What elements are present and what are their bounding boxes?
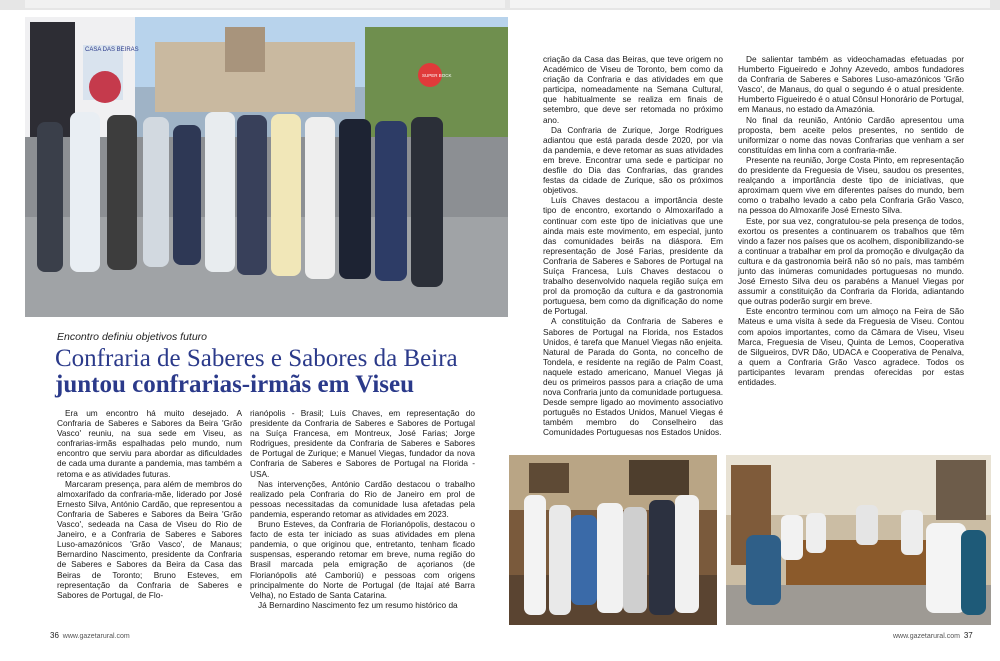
article-column-3 — [543, 54, 723, 438]
site-url-right: www.gazetarural.com — [893, 633, 960, 640]
site-url-left: www.gazetarural.com — [62, 633, 130, 640]
paragraph: Este, por sua vez, congratulou-se pela presença de todos, exortou os presentes a continuarem os trabalhos que têm vindo a fazer nos países que os acolhem, disponibilizando-se a continuar a trabalhar em prol da promoção e divulgação da cultura e da gastronomia beirã não só no país, mas também junto das inúmeras comunidades portuguesas no mundo. José Ernesto Silva deu os parabéns a Manuel Viegas por assumir a constituição da Confraria da Florida, adiantando que outras poderão surgir em breve. — [738, 215, 964, 307]
page-number-left: 36 — [50, 631, 59, 640]
paragraph: No final da reunião, António Cardão apresentou uma proposta, bem aceite pelos presentes, no sentido de uniformizar o nome das novas Confrarias que venham a ser constituídas em linha com a confraria-mãe. — [738, 114, 964, 155]
article-column-1 — [57, 408, 242, 600]
top-strip-left — [25, 0, 505, 8]
paragraph: Este encontro terminou com um almoço na Feira de São Mateus e uma visita à sede da Freguesia de Viseu. Contou com apoios importantes, como da Câmara de Viseu, Viseu Marca, Freguesia de Viseu, Quinta de Lemos, Cooperativa de Silgueiros, DVR Dão, UDACA e Cooperativa de Penalva, a quem a Confraria Grão Vasco agradece. Todos os participantes levaram prendas oferecidas por estas entidades. — [738, 306, 964, 387]
headline — [55, 346, 505, 398]
casa-das-beiras-sign: CASA DAS BEIRAS — [85, 47, 139, 53]
paragraph: Nas intervenções, António Cardão destacou o trabalho realizado pela Confraria do Rio de Janeiro em prol de pessoas necessitadas da comunidade lusa afetadas pela pandemia, esperando retomar as atividades em 2023. — [250, 478, 475, 519]
paragraph: Já Bernardino Nascimento fez um resumo histórico da — [258, 599, 458, 610]
paragraph: Marcaram presença, para além de membros do almoxarifado da confraria-mãe, liderado por José Ernesto Silva, António Cardão, que representou a Confraria de Saberes e Sabores da Beira 'Grão Vasco', sedeada na Casa de Viseu do Rio de Janeiro, e a Confraria de Saberes e Sabores Luso-amazónicos 'Grão Vasco', de Manaus; Bernardino Nascimento, presidente da Confraria de Saberes e Sabores da Beira da Casa das Beiras de Toronto; Bruno Esteves, em representação da Confraria de Saberes e Sabores de Portugal, de Flo- — [57, 478, 242, 600]
paragraph: Bruno Esteves, da Confraria de Florianópolis, destacou o facto de esta ter iniciado as suas atividades em plena pandemia, o que originou que, entretanto, tenham ficado suspensas, esperando retomar em breve, numa região do Brasil marcada pela emigração de açorianos (de Florianópolis até Camboriú) e pessoas com origens principalmente do Norte de Portugal (de Itajaí até Barra Velha), no Estado de Santa Catarina. — [250, 519, 475, 600]
paragraph: Presente na reunião, Jorge Costa Pinto, em representação do presidente da Freguesia de Viseu, saudou os presentes, realçando a importância deste tipo de iniciativas, que aproximam quem vive em diferentes países do mundo, bem como o trabalho levado a cabo pela Confraria Grão Vasco, na pessoa do Almoxarife José Ernesto Silva. — [738, 154, 964, 216]
article-column-2 — [250, 408, 475, 610]
paragraph: criação da Casa das Beiras, que teve origem no Académico de Viseu de Toronto, bem como da criação da Confraria e das atividades em que participa, nomeadamente na Semana Cultural, que habitualmente se realiza em finais de setembro, que deve ser retomada no próximo ano. — [543, 54, 723, 125]
folio-right — [893, 631, 973, 640]
paragraph: rianópolis - Brasil; Luís Chaves, em representação do presidente da Confraria de Saberes e Sabores de Portugal na Suíça Francesa, em Montreux, José Farias; Jorge Rodrigues, presidente da Confraria de Saberes e Sabores de Portugal de Zurique; e Manuel Viegas, fundador da nova Confraria de Saberes e Sabores de Portugal na Florida - USA. — [250, 408, 475, 479]
folio-left — [50, 631, 130, 640]
top-strip-right — [510, 0, 990, 8]
kicker: Encontro definiu objetivos futuro — [57, 331, 208, 343]
headline-line-1: Confraria de Saberes e Sabores da Beira — [55, 345, 458, 372]
paragraph: Era um encontro há muito desejado. A Confraria de Saberes e Sabores da Beira 'Grão Vasco' reuniu, na sua sede em Viseu, as confrarias-irmãs espalhadas pelo mundo, num encontro que serviu para abordar as dificuldades de cada uma durante a pandemia, mas também a retoma e as atividades futuras. — [57, 408, 242, 479]
paragraph: Luís Chaves destacou a importância deste tipo de encontro, exortando o Almoxarifado a continuar com este tipo de iniciativas que une ainda mais este movimento, em especial, junto das comunidades beirãs na diáspora. Em representação de José Farias, presidente da Confraria de Saberes e Sabores de Portugal na Suíça Francesa, Luís Chaves destacou o trabalho desenvolvido naquela região suíça em prol da promoção da cultura e da gastronomia portuguesa, bem como da dignificação do nome de Portugal. — [543, 195, 723, 317]
page-number-right: 37 — [963, 631, 973, 640]
article-column-4 — [738, 54, 964, 387]
paragraph: A constituição da Confraria de Saberes e Sabores de Portugal na Florida, nos Estados Unidos, é tarefa que Manuel Viegas não enjeita. Natural de Parada do Gonta, no concelho de Tondela, e residente na região de Palm Coast, naquele estado americano, Manuel Viegas já deu os primeiros passos para a criação de uma nova Confraria junto da comunidade portuguesa. Desde sempre ligado ao movimento associativo português no Estados Unidos, Manuel Viegas é também membro do Conselheiro das Comunidades Portuguesas nos Estados Unidos. — [543, 316, 723, 438]
super-bock-badge: SUPER BOCK — [422, 73, 452, 78]
paragraph: De salientar também as videochamadas efetuadas por Humberto Figueiredo e Johny Azevedo, ambos fundadores da Confraria de Saberes e Sabores Luso-amazónicos 'Grão Vasco', de Manaus, do qual o segundo é o atual presidente. Humberto Figueiredo é o atual Cônsul Honorário de Portugal, em Manaus, no estado da Amazónia. — [738, 54, 964, 115]
photo-meeting-table — [726, 455, 991, 625]
group-photo-street — [25, 17, 508, 317]
headline-line-2: juntou confrarias-irmãs em Viseu — [55, 371, 414, 398]
paragraph: Da Confraria de Zurique, Jorge Rodrigues adiantou que está parada desde 2020, por via da pandemia, e deve retomar as suas atividades em breve. Encontrar uma sede e participar no desfile do Dia das Confrarias, das grandes festas da cidade de Zurique, são os próximos objetivos. — [543, 124, 723, 196]
photo-interior-group — [509, 455, 717, 625]
